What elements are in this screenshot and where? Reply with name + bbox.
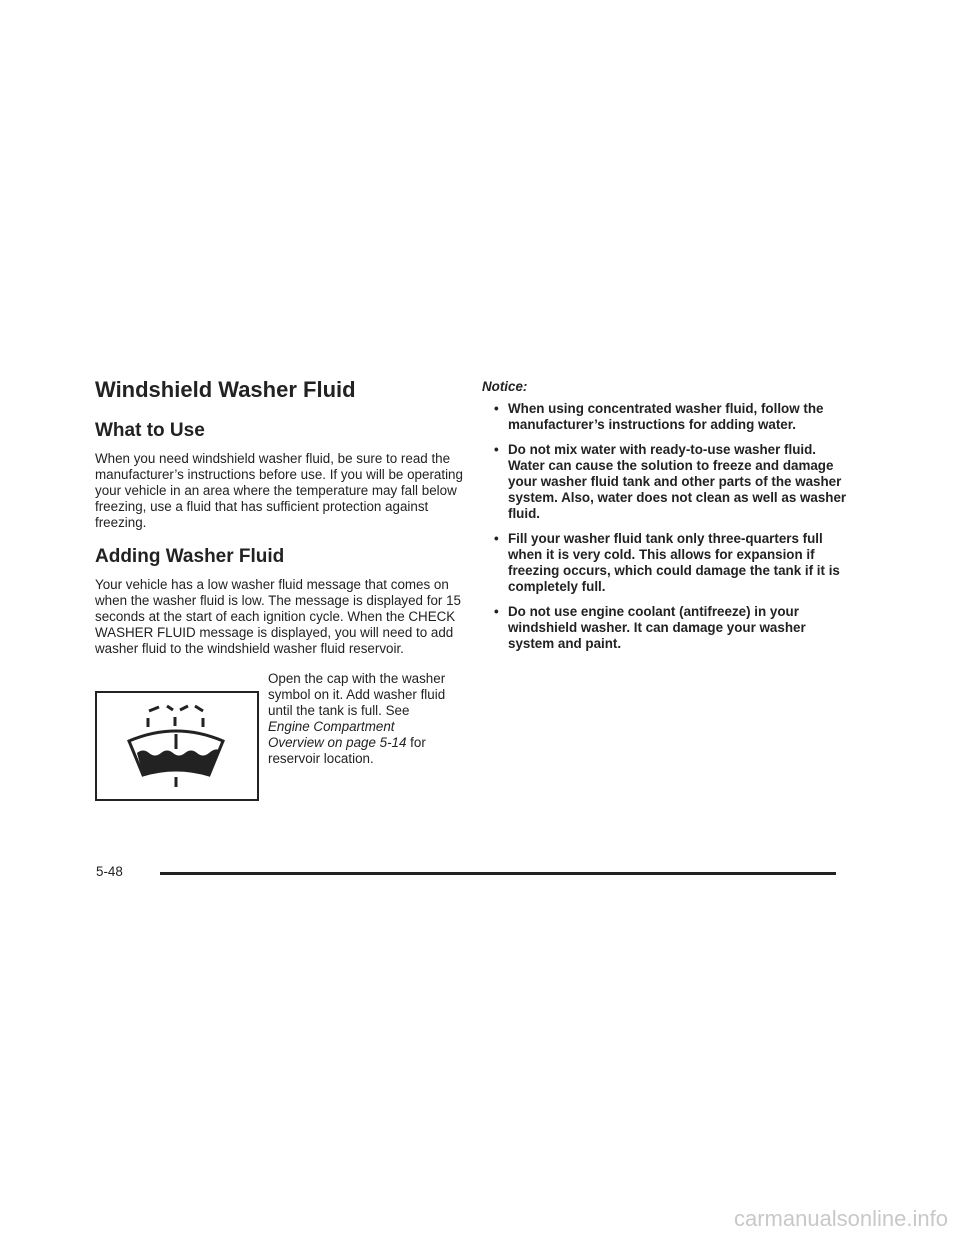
notice-item-text: Fill your washer fluid tank only three-quarters full when it is very cold. This allows for expansion if freezing occurs, which could damage the tank if it is completely full.: [508, 531, 840, 594]
cap-instructions-text-end: for reservoir location.: [268, 735, 426, 766]
washer-fluid-symbol-icon: [95, 691, 259, 801]
washer-symbol-row: [95, 671, 465, 791]
notice-item-text: When using concentrated washer fluid, follow the manufacturer’s instructions for adding water.: [508, 401, 824, 432]
notice-item: [482, 442, 852, 522]
adding-washer-fluid-paragraph: Your vehicle has a low washer fluid message that comes on when the washer fluid is low. The message is displayed for 15 seconds at the start of each ignition cycle. When the CHECK WASHER FLUID message is displayed, you will need to add washer fluid to the windshield washer fluid reservoir.: [95, 577, 461, 656]
adding-washer-fluid-heading: Adding Washer Fluid: [95, 546, 285, 567]
notice-label: Notice:: [482, 379, 528, 394]
cap-instructions: [268, 671, 453, 767]
cap-instructions-text: Open the cap with the washer symbol on it. Add washer fluid until the tank is full. See: [268, 671, 446, 718]
bullet-icon: •: [494, 442, 499, 457]
notice-item: [482, 604, 852, 652]
notice-item: [482, 531, 852, 595]
washer-fluid-symbol-graphic: [97, 693, 257, 799]
notice-list: [482, 401, 852, 652]
notice-item-text: Do not use engine coolant (antifreeze) in your windshield washer. It can damage your washer system and paint.: [508, 604, 806, 651]
bullet-icon: •: [494, 401, 499, 416]
page-number: 5-48: [96, 864, 123, 879]
footer-rule: [160, 872, 836, 875]
page-title: Windshield Washer Fluid: [95, 377, 356, 402]
watermark: carmanualsonline.info: [733, 1206, 948, 1231]
bullet-icon: •: [494, 604, 499, 619]
right-column: [482, 375, 852, 661]
left-column: [95, 375, 465, 791]
notice-item: [482, 401, 852, 433]
what-to-use-paragraph: When you need windshield washer fluid, be sure to read the manufacturer’s instructions before use. If you will be operating your vehicle in an area where the temperature may fall below freezing, use a fluid that has sufficient protection against freezing.: [95, 451, 463, 530]
notice-item-text: Do not mix water with ready-to-use washer fluid. Water can cause the solution to freeze and damage your washer fluid tank and other parts of the washer system. Also, water does not clean as well as washer fluid.: [508, 442, 847, 521]
engine-compartment-link[interactable]: Engine Compartment Overview on page 5-14: [268, 719, 407, 750]
what-to-use-heading: What to Use: [95, 420, 205, 441]
bullet-icon: •: [494, 531, 499, 546]
